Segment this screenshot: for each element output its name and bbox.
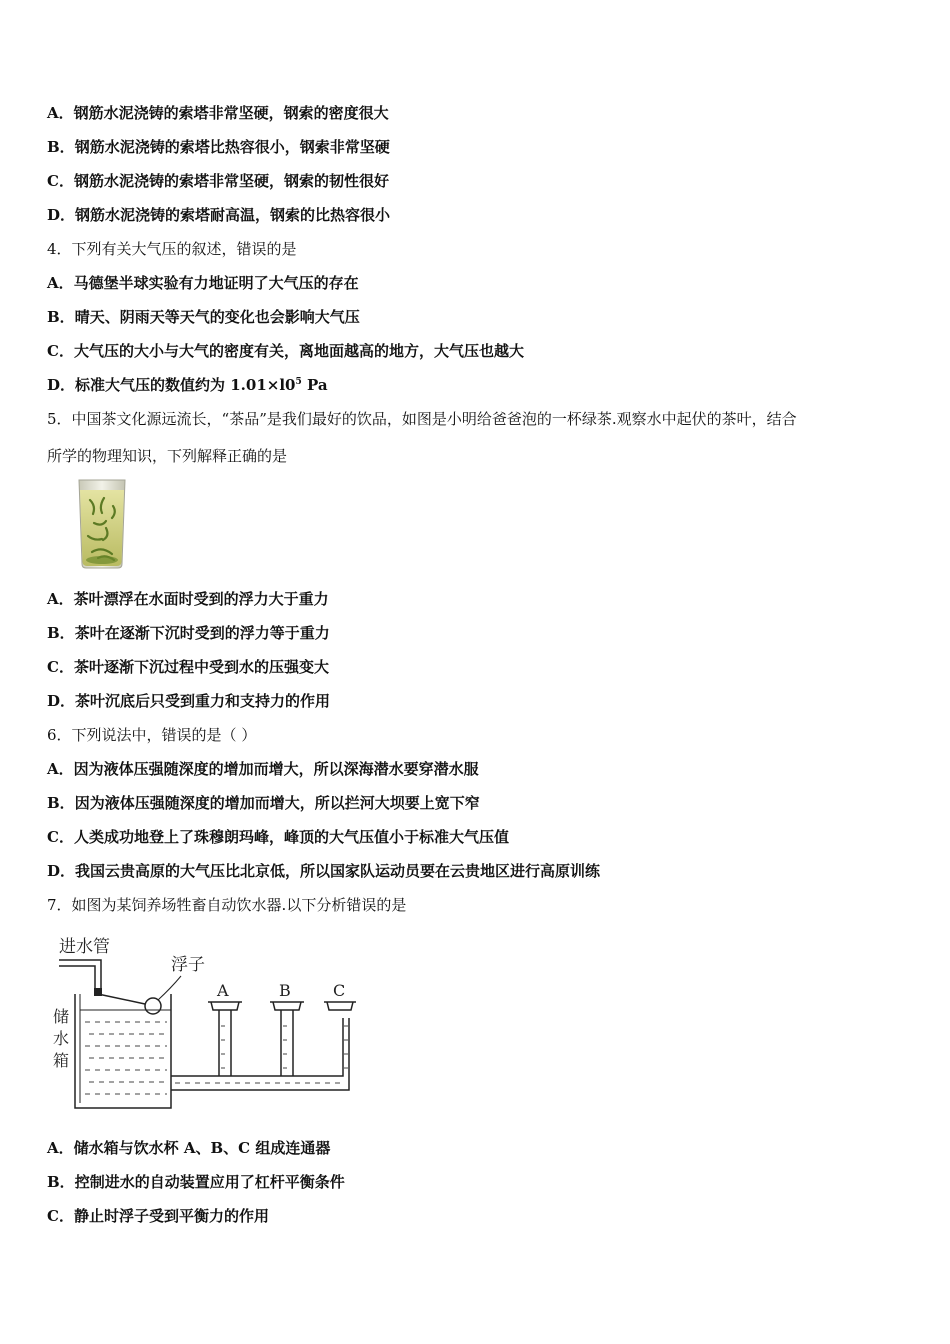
- q6-option-b: B．因为液体压强随深度的增加而增大，所以拦河大坝要上宽下窄: [47, 794, 480, 812]
- q7-option-c: C．静止时浮子受到平衡力的作用: [47, 1207, 269, 1225]
- q6-option-d: D．我国云贵高原的大气压比北京低，所以国家队运动员要在云贵地区进行高原训练: [47, 862, 601, 880]
- q6-option-a: A．因为液体压强随深度的增加而增大，所以深海潜水要穿潜水服: [47, 760, 479, 778]
- q7-option-b: B．控制进水的自动装置应用了杠杆平衡条件: [47, 1173, 345, 1191]
- q6-stem: 6．下列说法中，错误的是（ ）: [47, 726, 257, 744]
- q5-stem-line2: 所学的物理知识，下列解释正确的是: [47, 447, 288, 465]
- tea-glass-image: [76, 478, 128, 570]
- cup-c: [324, 981, 356, 1068]
- tank-label-char-3: 箱: [53, 1051, 70, 1070]
- cup-c-label: C: [333, 981, 346, 1000]
- cup-b: [270, 981, 304, 1076]
- float-label: 浮子: [171, 955, 205, 975]
- q3-option-b: B．钢筋水泥浇铸的索塔比热容很小，钢索非常坚硬: [47, 138, 390, 156]
- cup-a: [208, 981, 242, 1076]
- q5-option-b: B．茶叶在逐渐下沉时受到的浮力等于重力: [47, 624, 330, 642]
- q7-stem: 7．如图为某饲养场牲畜自动饮水器.以下分析错误的是: [47, 896, 407, 914]
- q3-option-a: A．钢筋水泥浇铸的索塔非常坚硬，钢索的密度很大: [47, 104, 389, 122]
- q5-option-c: C．茶叶逐渐下沉过程中受到水的压强变大: [47, 658, 329, 676]
- tank-label-char-2: 水: [53, 1029, 70, 1048]
- q5-option-a: A．茶叶漂浮在水面时受到的浮力大于重力: [47, 590, 329, 608]
- q7-option-a: A．储水箱与饮水杯 A、B、C 组成连通器: [47, 1139, 331, 1157]
- q4-option-d: D．标准大气压的数值约为 $1.01\times l0^5$ Pa: [47, 376, 328, 394]
- q3-option-d: D．钢筋水泥浇铸的索塔耐高温，钢索的比热容很小: [47, 206, 391, 224]
- q6-option-c: C．人类成功地登上了珠穆朗玛峰，峰顶的大气压值小于标准大气压值: [47, 828, 509, 846]
- cup-a-label: A: [217, 981, 229, 1000]
- q3-option-c: C．钢筋水泥浇铸的索塔非常坚硬，钢索的韧性很好: [47, 172, 389, 190]
- q5-stem-line1: 5．中国茶文化源远流长，“茶品”是我们最好的饮品，如图是小明给爸爸泡的一杯绿茶.观察水中起伏的茶叶，结合: [47, 410, 797, 428]
- q4-option-a: A．马德堡半球实验有力地证明了大气压的存在: [47, 274, 359, 292]
- float-ball: [145, 998, 161, 1014]
- tank-label-char-1: 储: [53, 1007, 70, 1026]
- q5-option-d: D．茶叶沉底后只受到重力和支持力的作用: [47, 692, 331, 710]
- q4-option-c: C．大气压的大小与大气的密度有关，离地面越高的地方，大气压也越大: [47, 342, 524, 360]
- q4-stem: 4．下列有关大气压的叙述，错误的是: [47, 240, 297, 258]
- q4-option-b: B．晴天、阴雨天等天气的变化也会影响大气压: [47, 308, 360, 326]
- water-dispenser-diagram: [45, 930, 365, 1115]
- cup-b-label: B: [279, 981, 291, 1000]
- inlet-label: 进水管: [59, 937, 110, 957]
